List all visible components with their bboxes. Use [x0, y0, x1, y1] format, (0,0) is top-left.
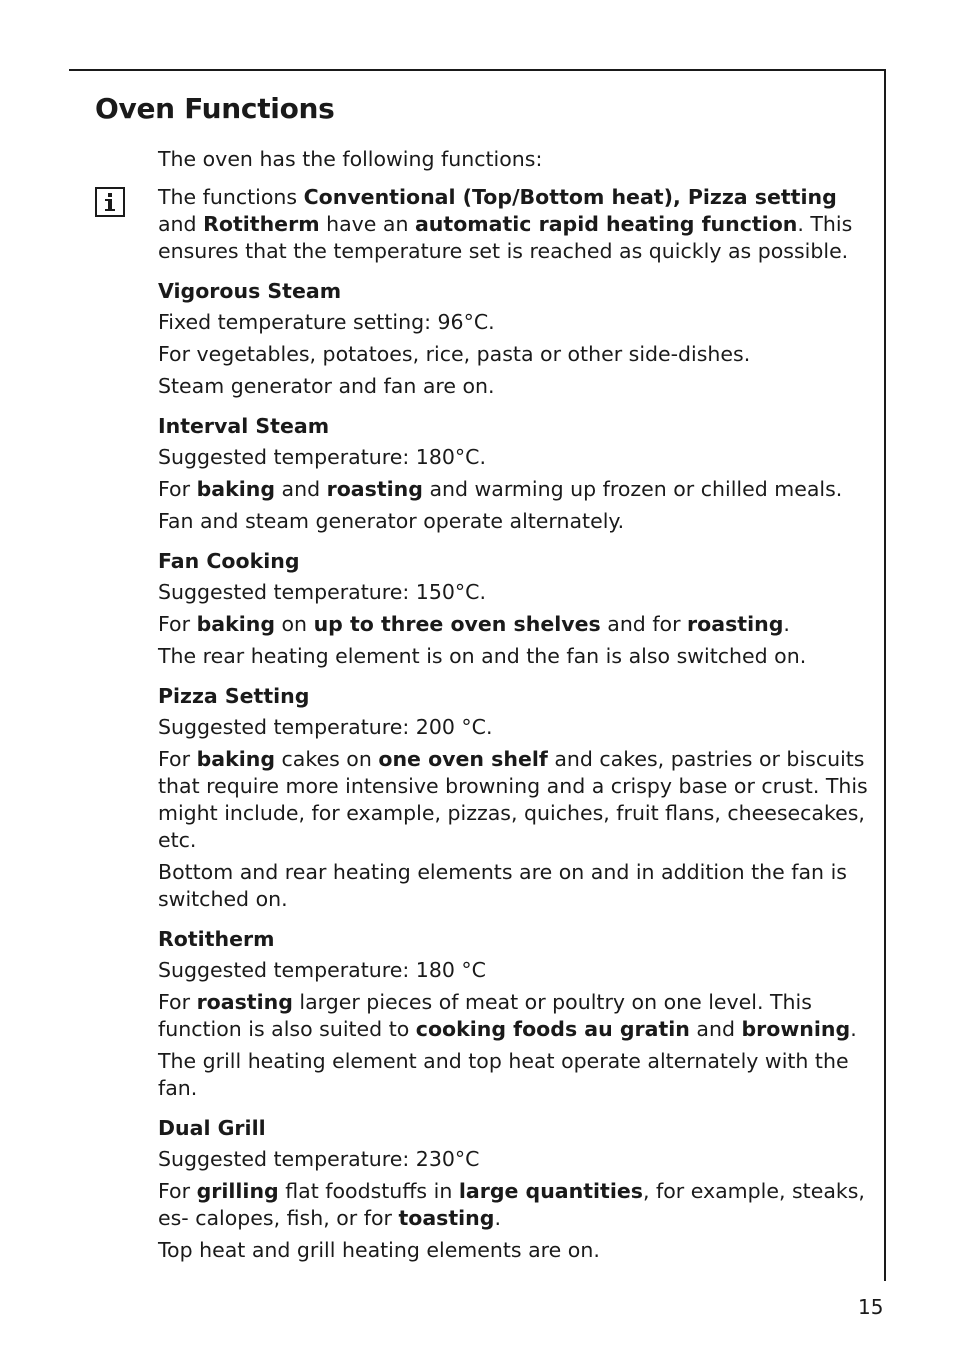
right-margin-rule: [884, 69, 886, 1281]
page-title: Oven Functions: [95, 92, 335, 125]
section-elements: Bottom and rear heating elements are on and in addition the fan is switched on.: [158, 860, 847, 911]
section-title: Pizza Setting: [158, 684, 310, 708]
section-interval-steam: [158, 413, 870, 535]
section-usage: For baking cakes on one oven shelf and cakes, pastries or biscuits that require more intensive browning and a crispy base or crust. This might include, for example, pizzas, quiches, fruit flans, cheesecakes, etc.: [158, 747, 868, 852]
section-title: Rotitherm: [158, 927, 275, 951]
section-pizza-setting: [158, 683, 870, 913]
section-dual-grill: [158, 1115, 870, 1264]
top-rule: [69, 69, 886, 71]
section-title: Dual Grill: [158, 1116, 266, 1140]
main-content: [158, 146, 870, 1277]
section-usage: For baking and roasting and warming up frozen or chilled meals.: [158, 477, 843, 501]
section-rotitherm: [158, 926, 870, 1102]
section-temperature: Suggested temperature: 230°C: [158, 1147, 480, 1171]
section-usage: For vegetables, potatoes, rice, pasta or other side-dishes.: [158, 342, 751, 366]
info-icon: [95, 187, 125, 217]
section-elements: Fan and steam generator operate alternately.: [158, 509, 625, 533]
section-temperature: Suggested temperature: 180 °C: [158, 958, 486, 982]
section-temperature: Suggested temperature: 150°C.: [158, 580, 486, 604]
section-temperature: Suggested temperature: 180°C.: [158, 445, 486, 469]
intro-text: The oven has the following functions:: [158, 147, 543, 171]
section-elements: The rear heating element is on and the fan is also switched on.: [158, 644, 807, 668]
section-fan-cooking: [158, 548, 870, 670]
info-note-text: The functions Conventional (Top/Bottom heat), Pizza setting and Rotitherm have an automatic rapid heating function. This ensures that the temperature set is reached as quickly as possible.: [158, 185, 853, 263]
section-vigorous-steam: [158, 278, 870, 400]
section-title: Interval Steam: [158, 414, 330, 438]
section-temperature: Fixed temperature setting: 96°C.: [158, 310, 495, 334]
info-note: [158, 184, 870, 265]
section-usage: For grilling flat foodstuffs in large quantities, for example, steaks, es- calopes, fish, or for toasting.: [158, 1179, 865, 1230]
section-title: Fan Cooking: [158, 549, 300, 573]
section-elements: The grill heating element and top heat operate alternately with the fan.: [158, 1049, 849, 1100]
section-usage: For roasting larger pieces of meat or poultry on one level. This function is also suited to cooking foods au gratin and browning.: [158, 990, 857, 1041]
info-icon-glyph: [97, 189, 123, 215]
section-title: Vigorous Steam: [158, 279, 342, 303]
page-number: 15: [858, 1295, 884, 1319]
section-temperature: Suggested temperature: 200 °C.: [158, 715, 493, 739]
section-elements: Steam generator and fan are on.: [158, 374, 495, 398]
section-elements: Top heat and grill heating elements are on.: [158, 1238, 600, 1262]
section-usage: For baking on up to three oven shelves and for roasting.: [158, 612, 790, 636]
